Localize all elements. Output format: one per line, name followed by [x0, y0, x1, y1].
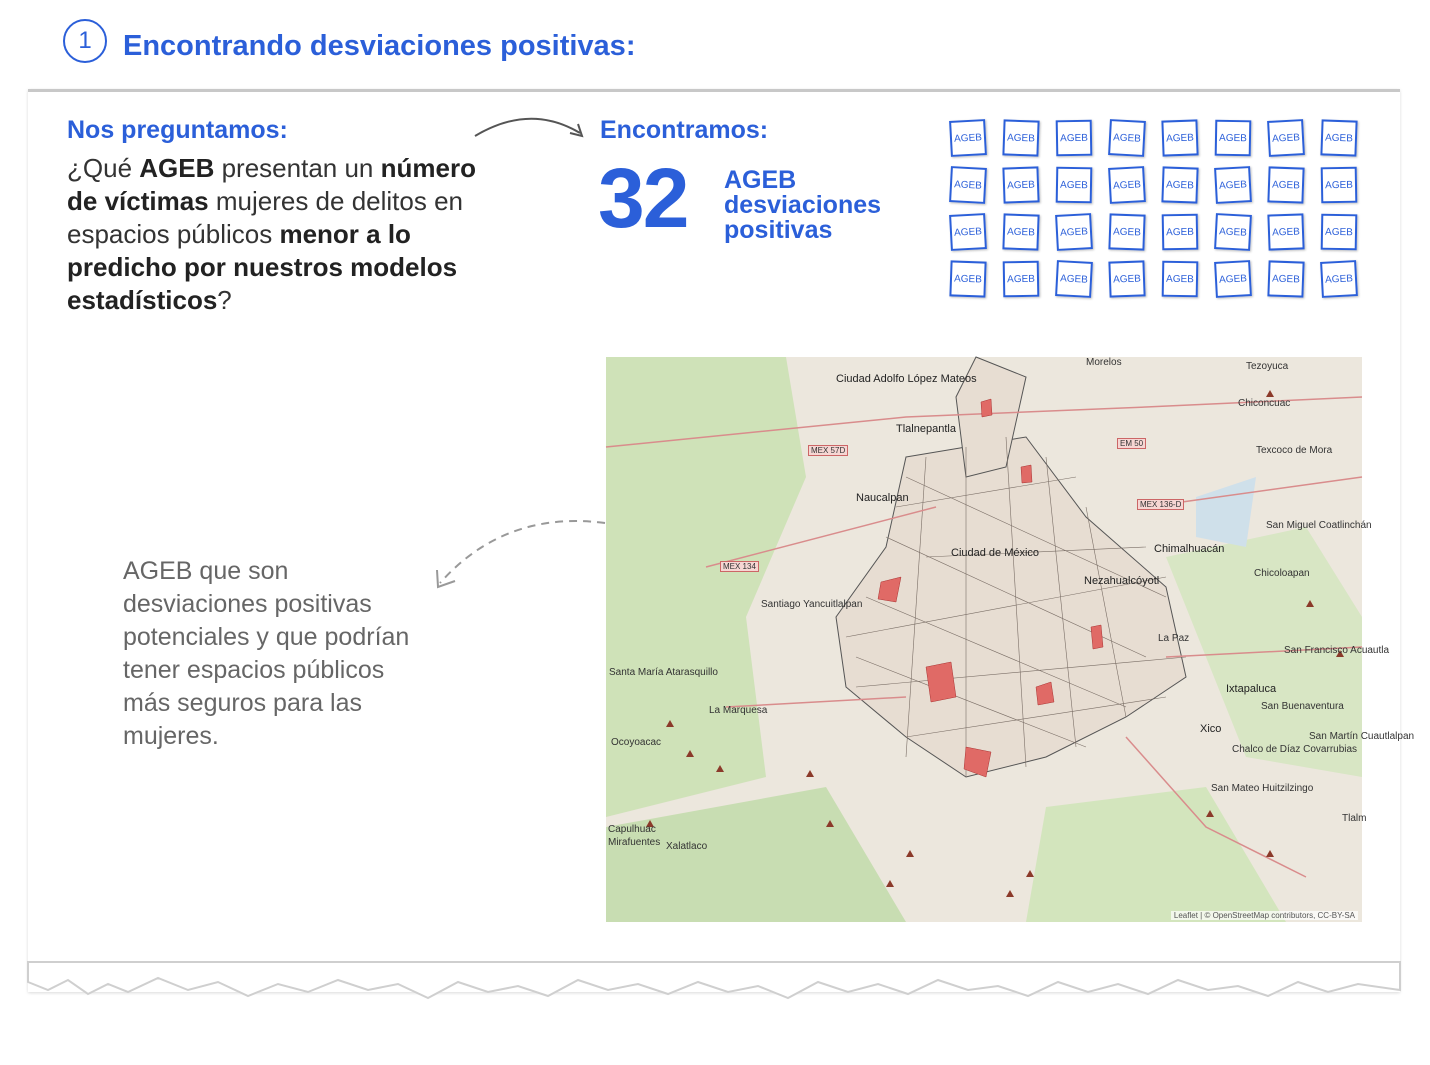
- map-place-label: San Martín Cuautlalpan: [1309, 731, 1415, 742]
- map-place-label: Nezahualcóyotl: [1084, 575, 1160, 587]
- ageb-icon: AGEB: [1267, 260, 1304, 297]
- map-attribution[interactable]: Leaflet | © OpenStreetMap contributors, CC-BY-SA: [1171, 911, 1358, 920]
- map-view[interactable]: [606, 357, 1415, 922]
- ageb-icon: AGEB: [1162, 261, 1199, 298]
- map-place-label: Texcoco de Mora: [1256, 445, 1333, 456]
- map-basemap: [606, 357, 1362, 922]
- map-caption: AGEB que son desviaciones positivas potenciales y que podrían tener espacios públicos más seguros para las mujeres.: [123, 557, 410, 750]
- map-place-label: Santa María Atarasquillo: [609, 667, 718, 678]
- ageb-icon: AGEB: [1055, 260, 1093, 298]
- curved-arrow-icon: [470, 108, 595, 148]
- ageb-icon: AGEB: [1108, 119, 1146, 157]
- map-place-label: MEX 57D: [808, 445, 848, 456]
- map-place-label: Chalco de Díaz Covarrubias: [1232, 744, 1358, 755]
- ageb-icon: AGEB: [1267, 166, 1304, 203]
- ageb-icon: AGEB: [1214, 260, 1252, 298]
- map-place-label: EM 50: [1117, 438, 1146, 449]
- page-title: Encontrando desviaciones positivas:: [123, 30, 636, 62]
- header: [0, 0, 1430, 90]
- map-place-label: Chicoloapan: [1254, 568, 1310, 579]
- ageb-icon: AGEB: [1321, 167, 1358, 204]
- map-place-label: Tlalm: [1342, 813, 1367, 824]
- ageb-icon: AGEB: [1267, 213, 1304, 250]
- ageb-icon: AGEB: [949, 213, 987, 251]
- map-place-label: San Buenaventura: [1261, 701, 1344, 712]
- map-place-label: San Francisco Acuautla: [1284, 645, 1390, 656]
- torn-edge: [28, 962, 1400, 1022]
- question-text: ¿Qué AGEB presentan un número de víctimas mujeres de delitos en espacios públicos menor a lo predicho por nuestros modelos estadísticos?: [67, 153, 476, 315]
- ageb-icon: AGEB: [1002, 213, 1039, 250]
- ageb-icon: AGEB: [1108, 213, 1145, 250]
- finding-heading: Encontramos:: [600, 116, 769, 144]
- dashed-arrow-icon: [425, 515, 610, 595]
- count-value: 32: [598, 151, 688, 245]
- map-place-label: Capulhuac: [608, 824, 656, 835]
- map-place-label: Xalatlaco: [666, 841, 708, 852]
- map-place-label: Ixtapaluca: [1226, 683, 1277, 695]
- ageb-icon: AGEB: [1161, 119, 1198, 156]
- map-place-label: MEX 134: [720, 561, 759, 572]
- ageb-icon: AGEB: [1056, 167, 1093, 204]
- ageb-icon: AGEB: [1003, 261, 1040, 298]
- map-place-label: La Paz: [1158, 633, 1190, 644]
- map-place-label: Mirafuentes: [608, 837, 661, 848]
- ageb-icon: AGEB: [1002, 119, 1039, 156]
- ageb-icon: AGEB: [949, 119, 987, 157]
- map-place-label: Ciudad Adolfo López Mateos: [836, 373, 977, 385]
- ageb-icon: AGEB: [1056, 120, 1093, 157]
- ageb-icon: AGEB: [1214, 213, 1252, 251]
- step-number-badge: 1: [63, 19, 107, 63]
- map-place-label: Santiago Yancuitlalpan: [761, 599, 863, 610]
- ageb-icon: AGEB: [1320, 260, 1358, 298]
- map-place-label: Xico: [1200, 723, 1222, 735]
- ageb-icon: AGEB: [1108, 260, 1145, 297]
- map-place-label: Chiconcuac: [1238, 398, 1291, 409]
- ageb-icon: AGEB: [1267, 119, 1305, 157]
- ageb-icon: AGEB: [949, 166, 987, 204]
- question-heading: Nos preguntamos:: [67, 116, 288, 144]
- map-place-label: Ciudad de México: [951, 547, 1040, 559]
- map-place-label: Morelos: [1086, 357, 1122, 368]
- ageb-icon: AGEB: [1055, 213, 1093, 251]
- ageb-icon: AGEB: [1002, 166, 1039, 203]
- ageb-icon: AGEB: [1320, 119, 1357, 156]
- map-place-label: Chimalhuacán: [1154, 543, 1225, 555]
- ageb-icon: AGEB: [1161, 166, 1198, 203]
- map-place-label: San Mateo Huitzilzingo: [1211, 783, 1314, 794]
- map-place-label: Ocoyoacac: [611, 737, 662, 748]
- count-label: AGEB desviaciones positivas: [724, 166, 882, 244]
- map-place-label: Tezoyuca: [1246, 361, 1289, 372]
- ageb-icon: AGEB: [1215, 120, 1252, 157]
- ageb-icon: AGEB: [1214, 166, 1252, 204]
- map-place-label: MEX 136-D: [1137, 499, 1184, 510]
- ageb-icon: AGEB: [1321, 214, 1358, 251]
- ageb-icon: AGEB: [1108, 166, 1146, 204]
- ageb-icon: AGEB: [1162, 214, 1199, 251]
- map-place-label: Naucalpan: [856, 492, 909, 504]
- ageb-icon-grid: [950, 120, 1370, 305]
- map-place-label: San Miguel Coatlinchán: [1266, 520, 1372, 531]
- ageb-icon: AGEB: [949, 260, 986, 297]
- map-place-label: Tlalnepantla: [896, 423, 956, 435]
- map-place-label: La Marquesa: [709, 705, 768, 716]
